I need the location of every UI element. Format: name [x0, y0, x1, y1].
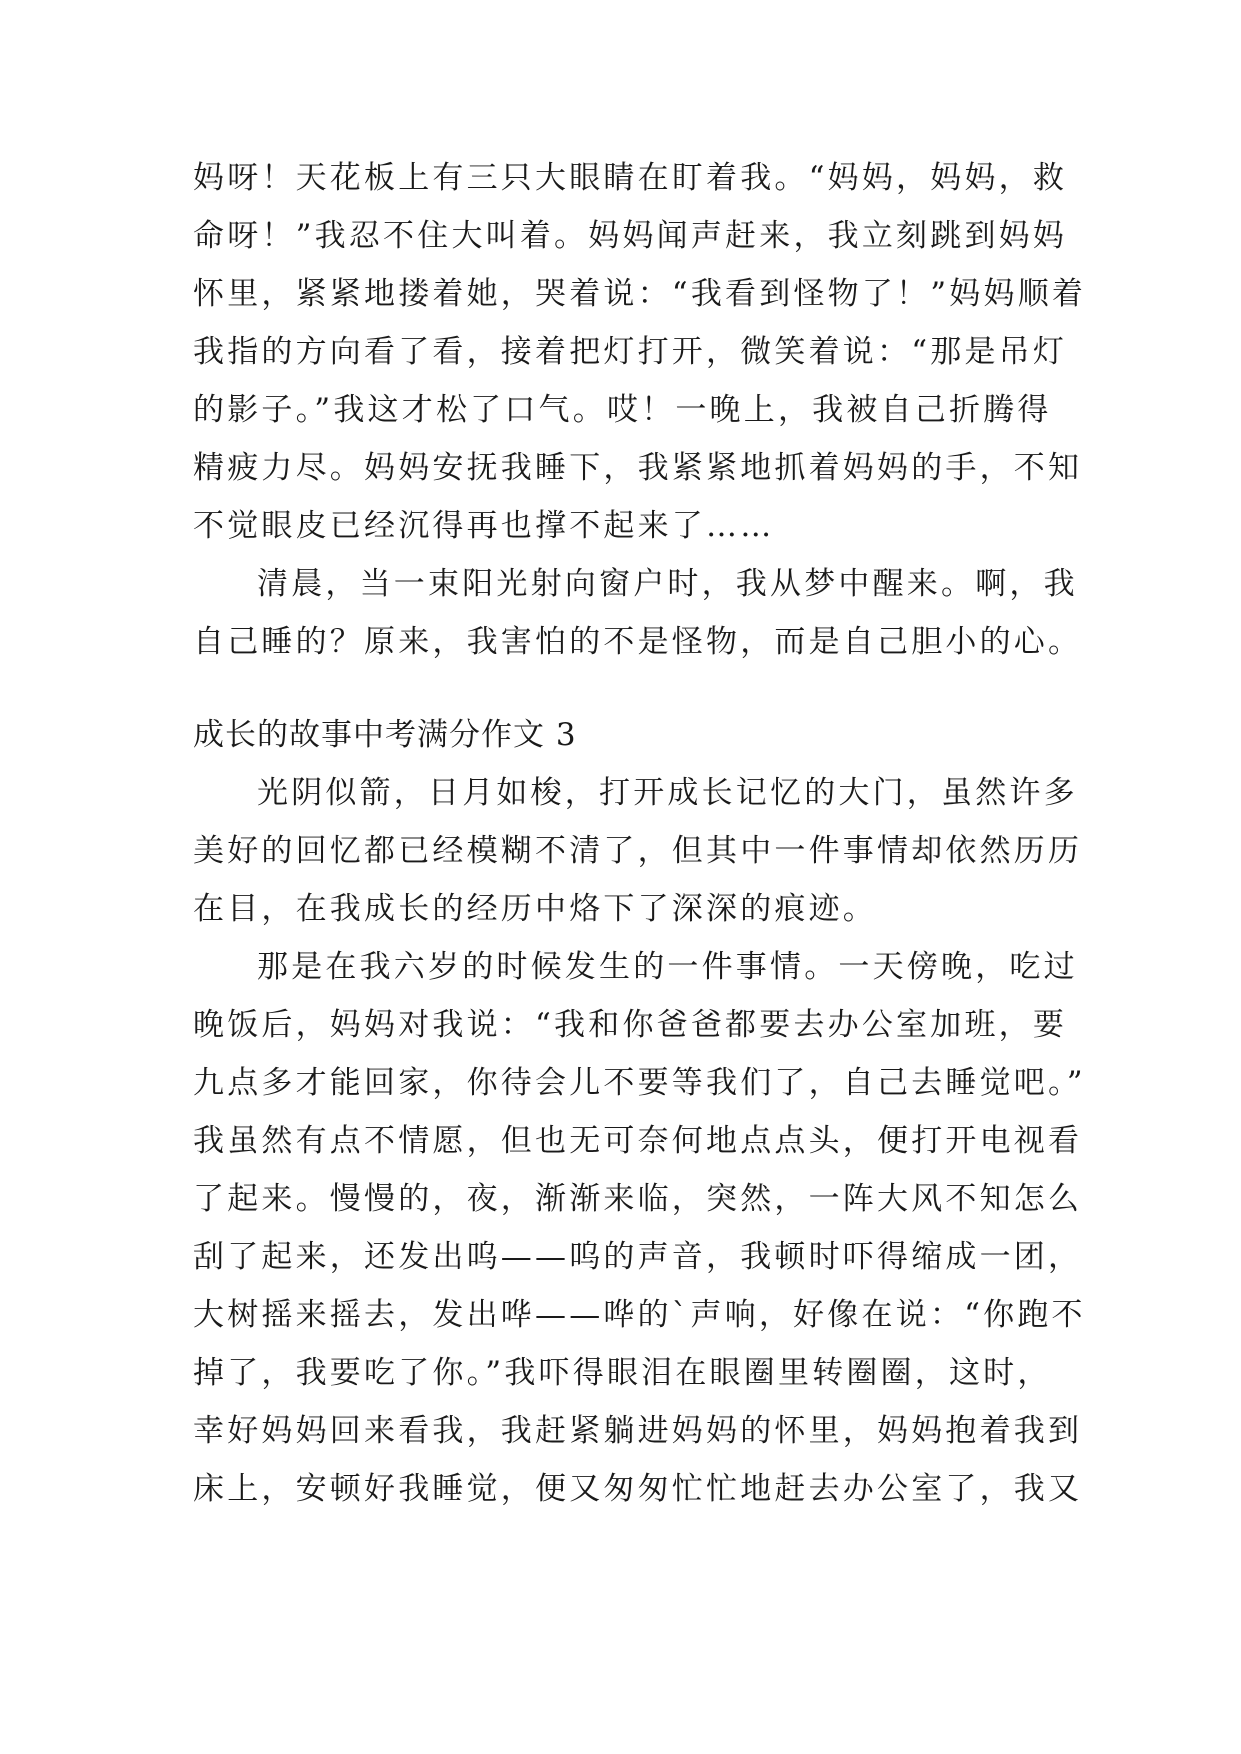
paragraph-line: 我指的方向看了看，接着把灯打开，微笑着说：“那是吊灯	[193, 334, 1068, 370]
paragraph-line: 床上，安顿好我睡觉，便又匆匆忙忙地赶去办公室了，我又	[193, 1471, 1083, 1507]
paragraph-line: 大树摇来摇去，发出哗——哗的`声响，好像在说：“你跑不	[193, 1297, 1086, 1333]
paragraph-line: 命呀！”我忍不住大叫着。妈妈闻声赶来，我立刻跳到妈妈	[193, 218, 1068, 254]
essay-title: 成长的故事中考满分作文 3	[193, 717, 577, 753]
paragraph-line: 幸好妈妈回来看我，我赶紧躺进妈妈的怀里，妈妈抱着我到	[193, 1413, 1083, 1449]
paragraph-line: 美好的回忆都已经模糊不清了，但其中一件事情却依然历历	[193, 833, 1083, 869]
paragraph-line: 那是在我六岁的时候发生的一件事情。一天傍晚，吃过	[257, 949, 1078, 985]
section-gap	[193, 671, 1073, 706]
paragraph-line: 了起来。慢慢的，夜，渐渐来临，突然，一阵大风不知怎么	[193, 1181, 1083, 1217]
paragraph-line: 刮了起来，还发出呜——呜的声音，我顿时吓得缩成一团，	[193, 1239, 1083, 1275]
paragraph-line: 掉了，我要吃了你。”我吓得眼泪在眼圈里转圈圈，这时，	[193, 1355, 1052, 1391]
paragraph-line: 不觉眼皮已经沉得再也撑不起来了……	[193, 508, 775, 544]
paragraph-line: 的影子。”我这才松了口气。哎！一晚上，我被自己折腾得	[193, 392, 1052, 428]
story-2-ending	[193, 149, 1087, 1518]
paragraph-line: 怀里，紧紧地搂着她，哭着说：“我看到怪物了！”妈妈顺着	[193, 276, 1087, 312]
paragraph-line: 清晨，当一束阳光射向窗户时，我从梦中醒来。啊，我	[257, 566, 1078, 602]
paragraph-line: 九点多才能回家，你待会儿不要等我们了，自己去睡觉吧。”	[193, 1065, 1086, 1101]
paragraph-line: 自己睡的？原来，我害怕的不是怪物，而是自己胆小的心。	[193, 624, 1083, 660]
paragraph-line: 晚饭后，妈妈对我说：“我和你爸爸都要去办公室加班，要	[193, 1007, 1068, 1043]
paragraph-line: 光阴似箭，日月如梭，打开成长记忆的大门，虽然许多	[257, 775, 1078, 811]
paragraph-line: 在目，在我成长的经历中烙下了深深的痕迹。	[193, 891, 877, 927]
paragraph-line: 妈呀！天花板上有三只大眼睛在盯着我。“妈妈，妈妈，救	[193, 160, 1068, 196]
paragraph-line: 精疲力尽。妈妈安抚我睡下，我紧紧地抓着妈妈的手，不知	[193, 450, 1083, 486]
paragraph-line: 我虽然有点不情愿，但也无可奈何地点点头，便打开电视看	[193, 1123, 1083, 1159]
